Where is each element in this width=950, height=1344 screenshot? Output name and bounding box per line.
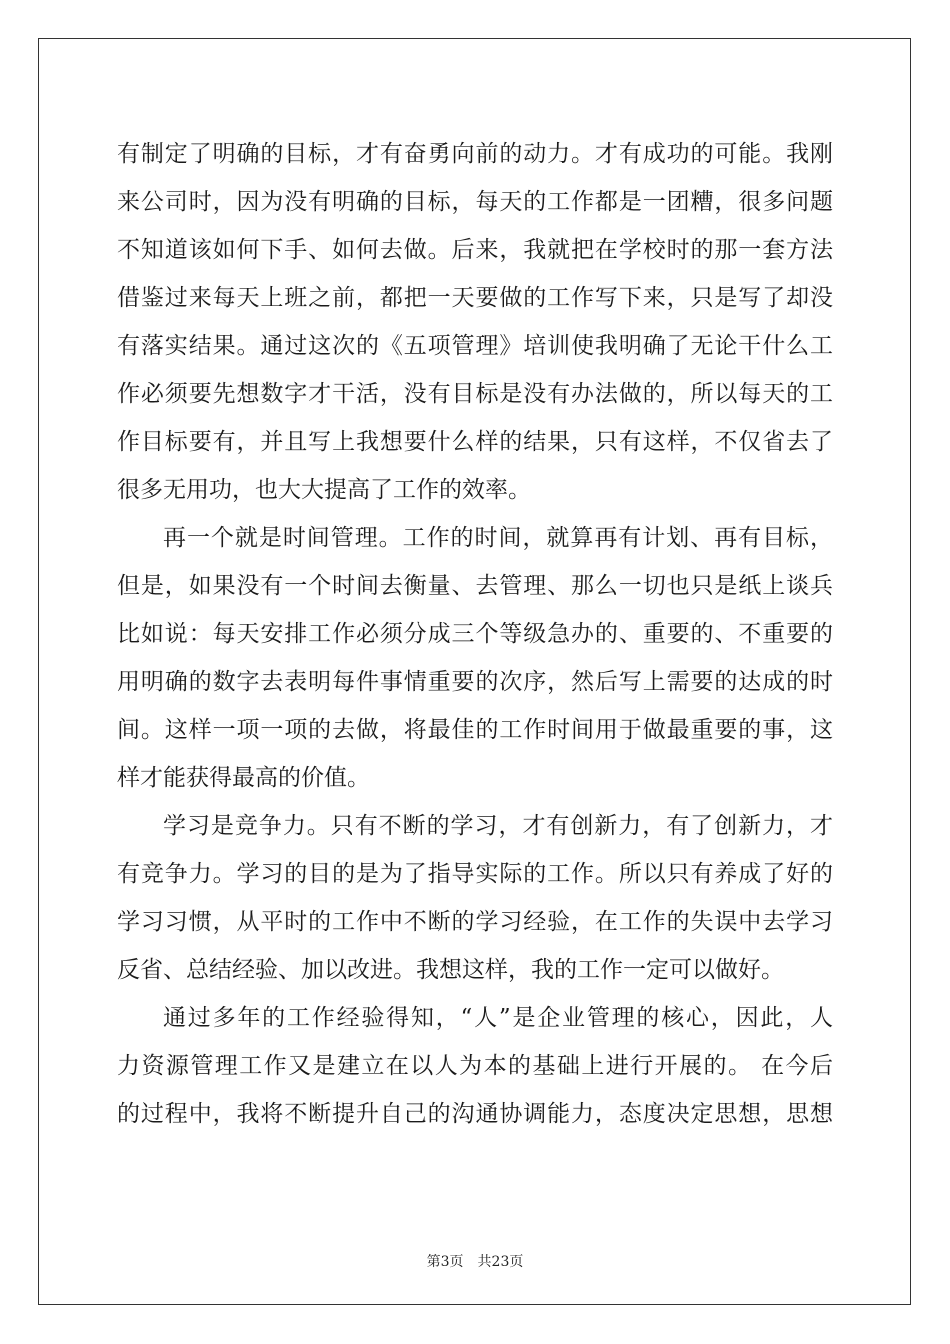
text-line: 间。这样一项一项的去做，将最佳的工作时间用于做最重要的事，这 [117, 717, 833, 743]
text-line: 来公司时，因为没有明确的目标，每天的工作都是一团糟，很多问题 [117, 189, 833, 215]
text-line: 通过多年的工作经验得知，“人”是企业管理的核心，因此，人 [163, 1005, 833, 1031]
text-line: 作必须要先想数字才干活，没有目标是没有办法做的，所以每天的工 [117, 381, 833, 407]
paragraph [117, 994, 833, 1138]
page-footer: 第3页 共23页 [426, 1254, 524, 1270]
text-line: 作目标要有，并且写上我想要什么样的结果，只有这样，不仅省去了 [117, 429, 833, 455]
text-line: 很多无用功，也大大提高了工作的效率。 [117, 477, 531, 503]
text-line: 但是，如果没有一个时间去衡量、去管理、那么一切也只是纸上谈兵 [117, 573, 833, 599]
text-line: 有落实结果。通过这次的《五项管理》培训使我明确了无论干什么工 [117, 333, 833, 359]
document-body [117, 130, 833, 1138]
text-line: 借鉴过来每天上班之前，都把一天要做的工作写下来，只是写了却没 [117, 285, 833, 311]
text-line: 比如说：每天安排工作必须分成三个等级急办的、重要的、不重要的 [117, 621, 833, 647]
text-line: 再一个就是时间管理。工作的时间，就算再有计划、再有目标， [163, 525, 833, 551]
text-line: 学习习惯，从平时的工作中不断的学习经验，在工作的失误中去学习 [117, 909, 833, 935]
text-line: 不知道该如何下手、如何去做。后来，我就把在学校时的那一套方法 [117, 237, 833, 263]
text-line: 反省、总结经验、加以改进。我想这样，我的工作一定可以做好。 [117, 957, 784, 983]
paragraph [117, 802, 833, 994]
text-line: 样才能获得最高的价值。 [117, 765, 370, 791]
paragraph [117, 514, 833, 802]
text-line: 用明确的数字去表明每件事情重要的次序，然后写上需要的达成的时 [117, 669, 833, 695]
paragraph [117, 130, 833, 514]
text-line: 有竞争力。学习的目的是为了指导实际的工作。所以只有养成了好的 [117, 861, 833, 887]
text-line: 力资源管理工作又是建立在以人为本的基础上进行开展的。 在今后 [117, 1053, 833, 1079]
text-line: 有制定了明确的目标，才有奋勇向前的动力。才有成功的可能。我刚 [117, 141, 833, 167]
text-line: 学习是竞争力。只有不断的学习，才有创新力，有了创新力，才 [163, 813, 833, 839]
text-line: 的过程中，我将不断提升自己的沟通协调能力，态度决定思想，思想 [117, 1101, 833, 1127]
